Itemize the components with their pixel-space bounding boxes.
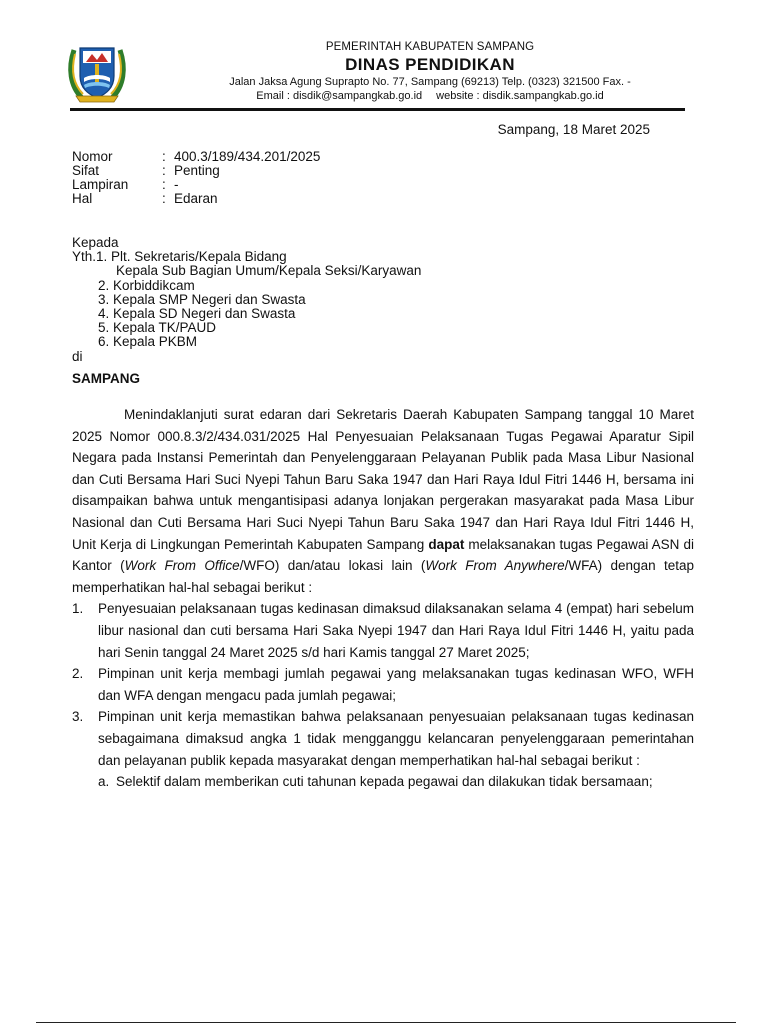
recipient-line-6: 6. Kepala PKBM	[98, 334, 198, 350]
letterhead-divider	[70, 108, 685, 111]
recipient-line-5: 5. Kepala TK/PAUD	[98, 320, 217, 336]
numbered-list	[72, 598, 694, 792]
meta-row-sifat: Sifat : Penting	[72, 163, 220, 178]
list-item	[72, 598, 694, 663]
sub-list-item	[72, 771, 694, 793]
list-text: Pimpinan unit kerja memastikan bahwa pelaksanaan penyesuaian pelaksanaan tugas kedinasan sebagaimana dimaksud angka 1 tidak mengganggu kelancaran penyelenggaraan pemerintahan dan pelayanan publik kepada masyarakat dengan memperhatikan hal-hal sebagai berikut :	[98, 709, 694, 768]
contact-line	[140, 89, 720, 103]
letter-body	[72, 404, 694, 793]
letterhead	[140, 40, 720, 103]
intro-text-c: /WFO) dan/atau lokasi lain (	[239, 558, 426, 574]
list-number: 1.	[72, 601, 84, 617]
meta-label: Lampiran	[72, 177, 129, 192]
regency-emblem-logo	[66, 40, 128, 104]
recipient-line-3: 3. Kepala SMP Negeri dan Swasta	[98, 291, 306, 307]
wfa-italic: Work From Anywhere	[425, 558, 565, 574]
list-number: 3.	[72, 709, 84, 725]
wfo-italic: Work From Office	[124, 558, 240, 574]
recipient-line-1: Yth.1. Plt. Sekretaris/Kepala Bidang	[72, 249, 287, 265]
email-text: Email : disdik@sampangkab.go.id	[256, 90, 423, 102]
intro-text-b: melaksanakan tugas Pegawai ASN di Kantor (	[72, 536, 694, 574]
recipient-to: Kepada	[72, 235, 119, 250]
government-name: PEMERINTAH KABUPATEN SAMPANG	[325, 41, 535, 53]
recipient-block	[72, 236, 421, 386]
page-bottom-edge	[36, 1022, 736, 1023]
meta-label: Hal	[72, 191, 93, 206]
meta-value: Edaran	[174, 191, 218, 206]
list-text: Penyesuaian pelaksanaan tugas kedinasan dimaksud dilaksanakan selama 4 (empat) hari sebelum libur nasional dan cuti bersama Hari Saka Nyepi 1947 dan Hari Raya Idul Fitri 1446 H, yaitu pada hari Senin tanggal 24 Maret 2025 s/d hari Kamis tanggal 27 Maret 2025;	[98, 601, 694, 660]
list-item	[72, 706, 694, 771]
meta-row-lampiran: Lampiran : -	[72, 177, 179, 192]
recipient-line-2: 2. Korbiddikcam	[98, 277, 195, 293]
department-name: DINAS PENDIDIKAN	[345, 55, 515, 74]
recipient-line-4: 4. Kepala SD Negeri dan Swasta	[98, 306, 296, 322]
recipient-place: SAMPANG	[72, 370, 141, 386]
intro-paragraph	[72, 404, 694, 598]
meta-value: -	[174, 177, 179, 192]
meta-label: Nomor	[72, 149, 113, 164]
intro-bold: dapat	[428, 536, 465, 552]
list-item	[72, 663, 694, 706]
meta-value: 400.3/189/434.201/2025	[174, 149, 321, 164]
letter-date: Sampang, 18 Maret 2025	[497, 122, 650, 137]
recipient-line-1b: Kepala Sub Bagian Umum/Kepala Seksi/Karyawan	[116, 263, 422, 279]
meta-row-hal: Hal : Edaran	[72, 191, 218, 206]
list-number: 2.	[72, 666, 84, 682]
intro-text-d: /WFA) dengan tetap memperhatikan hal-hal sebagai berikut :	[72, 558, 694, 595]
sub-list-letter: a.	[98, 774, 110, 790]
list-text: Pimpinan unit kerja membagi jumlah pegawai yang melaksanakan tugas kedinasan WFO, WFH dan WFA dengan mengacu pada jumlah pegawai;	[98, 666, 694, 703]
sub-list-text: Selektif dalam memberikan cuti tahunan kepada pegawai dan dilakukan tidak bersamaan;	[116, 774, 653, 790]
website-text: website : disdik.sampangkab.go.id	[436, 90, 604, 102]
meta-value: Penting	[174, 163, 220, 178]
meta-label: Sifat	[72, 163, 100, 178]
meta-row-nomor: Nomor : 400.3/189/434.201/2025	[72, 149, 321, 164]
office-address: Jalan Jaksa Agung Suprapto No. 77, Sampang (69213) Telp. (0323) 321500 Fax. -	[229, 76, 631, 88]
recipient-di: di	[72, 348, 83, 364]
letter-meta	[72, 150, 320, 206]
intro-text-a: Menindaklanjuti surat edaran dari Sekretaris Daerah Kabupaten Sampang tanggal 10 Maret 2025 Nomor 000.8.3/2/434.031/2025 Hal Penyesuaian Pelaksanaan Tugas Pegawai Aparatur Sipil Negara pada Instansi Pemerintah dan Penyelenggaraan Pelayanan Publik pada Masa Libur Nasional dan Cuti Bersama Hari Suci Nyepi Tahun Baru Saka 1947 dan Hari Raya Idul Fitri 1446 H, bersama ini disampaikan bahwa untuk mengantisipasi adanya lonjakan pergerakan masyarakat pada Masa Libur Nasional dan Cuti Bersama Hari Suci Nyepi Tahun Baru Saka 1947 dan Hari Raya Idul Fitri 1446 H, Unit Kerja di Lingkungan Pemerintah Kabupaten Sampang	[72, 407, 694, 552]
